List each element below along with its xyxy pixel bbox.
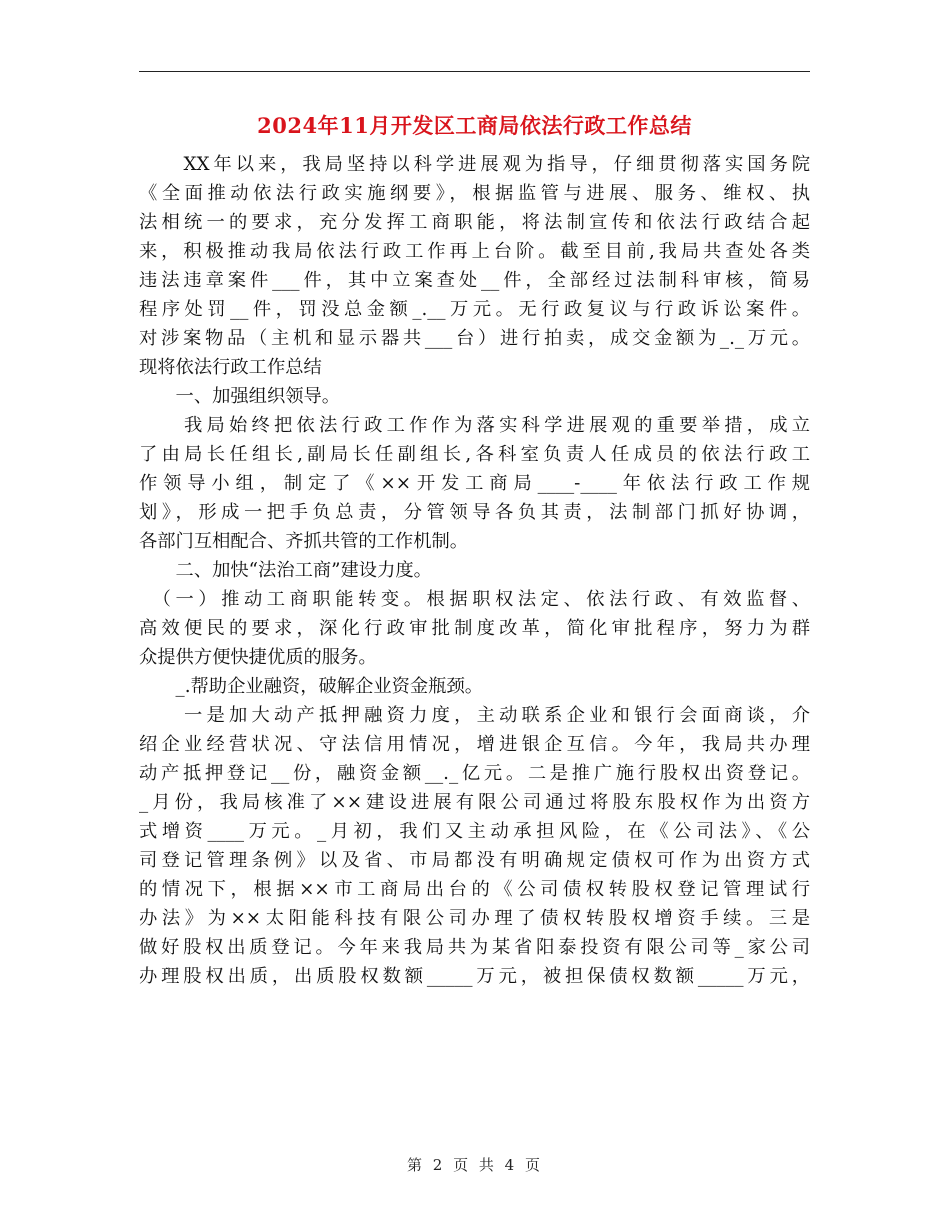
body-line: 现将依法行政工作总结 [139, 357, 322, 378]
section-heading: 二、加快“法治工商”建设力度。 [139, 560, 432, 581]
page-number-footer: 第 2 页 共 4 页 [407, 1156, 543, 1174]
body-line: 的情况下，根据××市工商局出台的《公司债权转股权登记管理试行 [139, 879, 810, 900]
section-heading: 一、加强组织领导。 [139, 386, 341, 407]
body-line: 违法违章案件___件，其中立案查处__件，全部经过法制科审核，简易 [139, 270, 810, 291]
body-line: 作领导小组，制定了《××开发工商局____-____年依法行政工作规 [139, 473, 810, 494]
body-line: 办理股权出质，出质股权数额_____万元，被担保债权数额_____万元， [139, 966, 810, 987]
body-line: 划》，形成一把手负总责，分管领导各负其责，法制部门抓好协调， [139, 502, 810, 523]
body-line: 《全面推动依法行政实施纲要》，根据监管与进展、服务、维权、执 [139, 183, 810, 204]
subsection-heading: _.帮助企业融资，破解企业资金瓶颈。 [139, 676, 484, 697]
body-line: XX年以来，我局坚持以科学进展观为指导，仔细贯彻落实国务院 [139, 154, 810, 175]
document-body [139, 150, 810, 991]
document-title: 2024年11月开发区工商局依法行政工作总结 [257, 113, 692, 138]
body-line: （一）推动工商职能转变。根据职权法定、依法行政、有效监督、 [139, 589, 810, 610]
body-line: 高效便民的要求，深化行政审批制度改革，简化审批程序，努力为群 [139, 618, 810, 639]
body-line: 来，积极推动我局依法行政工作再上台阶。截至目前,我局共查处各类 [139, 241, 810, 262]
body-line: 了由局长任组长,副局长任副组长,各科室负责人任成员的依法行政工 [139, 444, 810, 465]
body-line: 一是加大动产抵押融资力度，主动联系企业和银行会面商谈，介 [139, 705, 810, 726]
body-line: 程序处罚__件，罚没总金额_.__万元。无行政复议与行政诉讼案件。 [139, 299, 810, 320]
body-line: _月份，我局核准了××建设进展有限公司通过将股东股权作为出资方 [139, 792, 810, 813]
body-line: 办法》为××太阳能科技有限公司办理了债权转股权增资手续。三是 [139, 908, 810, 929]
body-line: 各部门互相配合、齐抓共管的工作机制。 [139, 531, 469, 552]
body-line: 做好股权出质登记。今年来我局共为某省阳泰投资有限公司等_家公司 [139, 937, 810, 958]
body-line: 式增资____万元。_月初，我们又主动承担风险，在《公司法》、《公 [139, 821, 810, 842]
body-line: 动产抵押登记__份，融资金额__._亿元。二是推广施行股权出资登记。 [139, 763, 810, 784]
body-line: 绍企业经营状况、守法信用情况，增进银企互信。今年，我局共办理 [139, 734, 810, 755]
body-line: 对涉案物品（主机和显示器共___台）进行拍卖，成交金额为_._万元。 [139, 328, 810, 349]
body-line: 众提供方便快捷优质的服务。 [139, 647, 377, 668]
body-line: 司登记管理条例》以及省、市局都没有明确规定债权可作为出资方式 [139, 850, 810, 871]
body-line: 法相统一的要求，充分发挥工商职能，将法制宣传和依法行政结合起 [139, 212, 810, 233]
header-rule [139, 71, 810, 72]
body-line: 我局始终把依法行政工作作为落实科学进展观的重要举措，成立 [139, 415, 810, 436]
